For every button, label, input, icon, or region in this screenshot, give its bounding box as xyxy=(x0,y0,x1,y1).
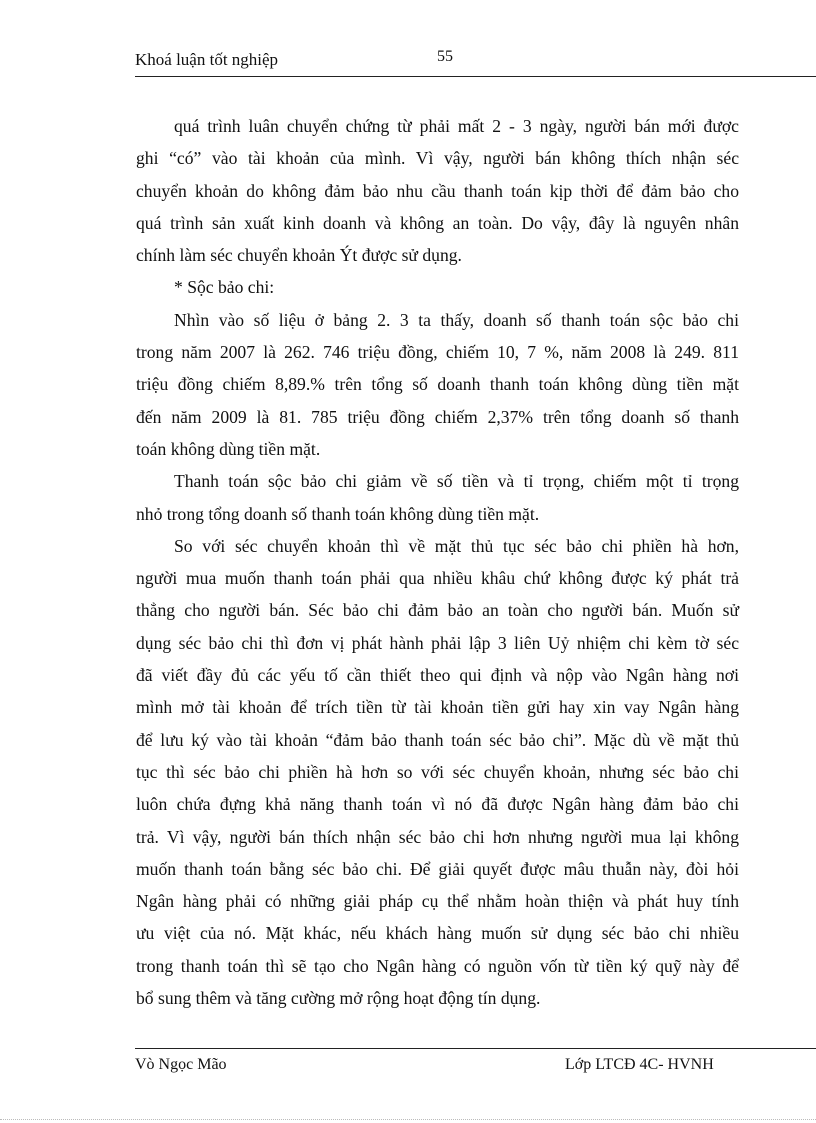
page-number: 55 xyxy=(437,48,453,65)
text-line: triệu đồng chiếm 8,89.% trên tổng số doanh thanh toán không dùng tiền mặt xyxy=(136,374,739,395)
text-line: trong thanh toán thì sẽ tạo cho Ngân hàng có nguồn vốn từ tiền ký quỹ này để xyxy=(136,955,739,976)
footer-author: Vò Ngọc Mão xyxy=(135,1056,227,1073)
text-line: ưu việt của nó. Mặt khác, nếu khách hàng muốn sử dụng séc bảo chi nhiều xyxy=(136,923,739,944)
text-line: Ngân hàng phải có những giải pháp cụ thể nhằm hoàn thiện và phát huy tính xyxy=(136,891,739,912)
text-line: * Sộc bảo chi: xyxy=(174,277,275,298)
text-line: dụng séc bảo chi thì đơn vị phát hành phải lập 3 liên Uỷ nhiệm chi kèm tờ séc xyxy=(136,632,739,653)
header-title: Khoá luận tốt nghiệp xyxy=(135,50,279,69)
page-edge-divider xyxy=(0,1119,816,1120)
text-line: Thanh toán sộc bảo chi giảm về số tiền và tỉ trọng, chiếm một tỉ trọng xyxy=(174,471,739,492)
text-line: tục thì séc bảo chi phiền hà hơn so với séc chuyển khoản, nhưng séc bảo chi xyxy=(136,761,739,782)
body-text xyxy=(136,110,739,1014)
text-line: muốn thanh toán bằng séc bảo chi. Để giải quyết được mâu thuẫn này, đòi hỏi xyxy=(136,858,739,879)
text-line: chuyển khoản do không đảm bảo nhu cầu thanh toán kịp thời để đảm bảo cho xyxy=(136,180,739,201)
text-line: đến năm 2009 là 81. 785 triệu đồng chiếm 2,37% trên tổng doanh số thanh xyxy=(136,406,739,427)
text-line: chính làm séc chuyển khoản Ýt được sử dụng. xyxy=(136,245,462,266)
text-line: đã viết đầy đủ các yếu tố cần thiết theo qui định và nộp vào Ngân hàng nơi xyxy=(136,665,739,686)
text-line: toán không dùng tiền mặt. xyxy=(136,438,321,459)
header-divider xyxy=(135,76,816,77)
text-line: quá trình luân chuyển chứng từ phải mất 2 - 3 ngày, người bán mới được xyxy=(174,116,739,136)
text-line: ghi “có” vào tài khoản của mình. Vì vậy, người bán không thích nhận séc xyxy=(136,148,739,169)
text-line: So với séc chuyển khoản thì về mặt thủ tục séc bảo chi phiền hà hơn, xyxy=(174,535,739,556)
text-line: luôn chứa đựng khả năng thanh toán vì nó đã được Ngân hàng đảm bảo chi xyxy=(136,794,739,815)
footer-divider xyxy=(135,1048,816,1049)
text-line: người mua muốn thanh toán phải qua nhiều khâu chứ không được ký phát trả xyxy=(136,568,739,589)
text-line: nhỏ trong tổng doanh số thanh toán không dùng tiền mặt. xyxy=(136,503,540,524)
footer-class: Lớp LTCĐ 4C- HVNH xyxy=(565,1056,714,1073)
text-line: quá trình sản xuất kinh doanh và không an toàn. Do vậy, đây là nguyên nhân xyxy=(136,212,739,233)
text-line: trả. Vì vậy, người bán thích nhận séc bảo chi hơn nhưng người mua lại không xyxy=(136,826,739,847)
text-line: để lưu ký vào tài khoản “đảm bảo thanh toán séc bảo chi”. Mặc dù về mặt thủ xyxy=(136,729,739,750)
text-line: trong năm 2007 là 262. 746 triệu đồng, chiếm 10, 7 %, năm 2008 là 249. 811 xyxy=(136,342,739,363)
text-line: mình mở tài khoản để trích tiền từ tài khoản tiền gửi hay xin vay Ngân hàng xyxy=(136,697,739,718)
text-line: bổ sung thêm và tăng cường mở rộng hoạt động tín dụng. xyxy=(136,988,541,1009)
text-line: thẳng cho người bán. Séc bảo chi đảm bảo an toàn cho người bán. Muốn sử xyxy=(136,600,739,621)
page-header xyxy=(135,46,816,72)
text-line: Nhìn vào số liệu ở bảng 2. 3 ta thấy, doanh số thanh toán sộc bảo chi xyxy=(174,309,739,330)
